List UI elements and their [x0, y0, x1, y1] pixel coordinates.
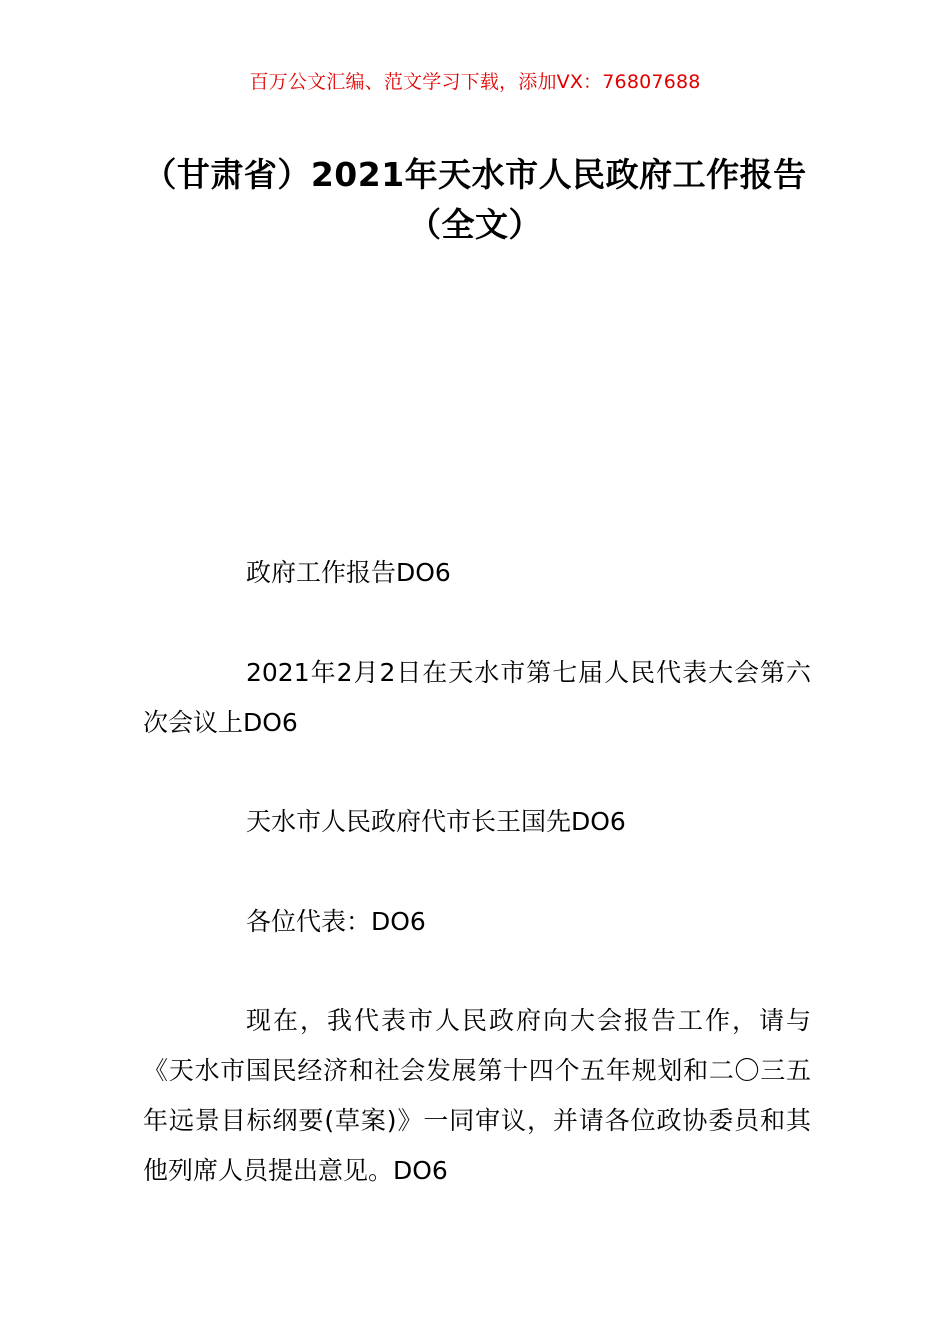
paragraph-text: 现在，我代表市人民政府向大会报告工作，请与《天水市国民经济和社会发展第十四个五年规划和二〇三五年远景目标纲要(草案)》一同审议，并请各位政协委员和其他列席人员提出意见。DO6: [143, 1006, 811, 1185]
paragraph-meeting-date: [143, 648, 811, 748]
paragraph-text: 政府工作报告DO6: [246, 558, 451, 587]
paragraph-text: 天水市人民政府代市长王国先DO6: [246, 807, 626, 836]
paragraph-speaker: [143, 797, 811, 847]
document-title: （甘肃省）2021年天水市人民政府工作报告（全文）: [143, 155, 807, 244]
paragraph-opening: [143, 996, 811, 1196]
paragraph-text: 2021年2月2日在天水市第七届人民代表大会第六次会议上DO6: [143, 658, 811, 737]
paragraph-text: 各位代表：DO6: [246, 907, 426, 936]
paragraph-salutation: [143, 897, 811, 947]
paragraph-report-label: [143, 548, 811, 598]
header-watermark-note: 百万公文汇编、范文学习下载，添加VX：76807688: [249, 71, 701, 93]
